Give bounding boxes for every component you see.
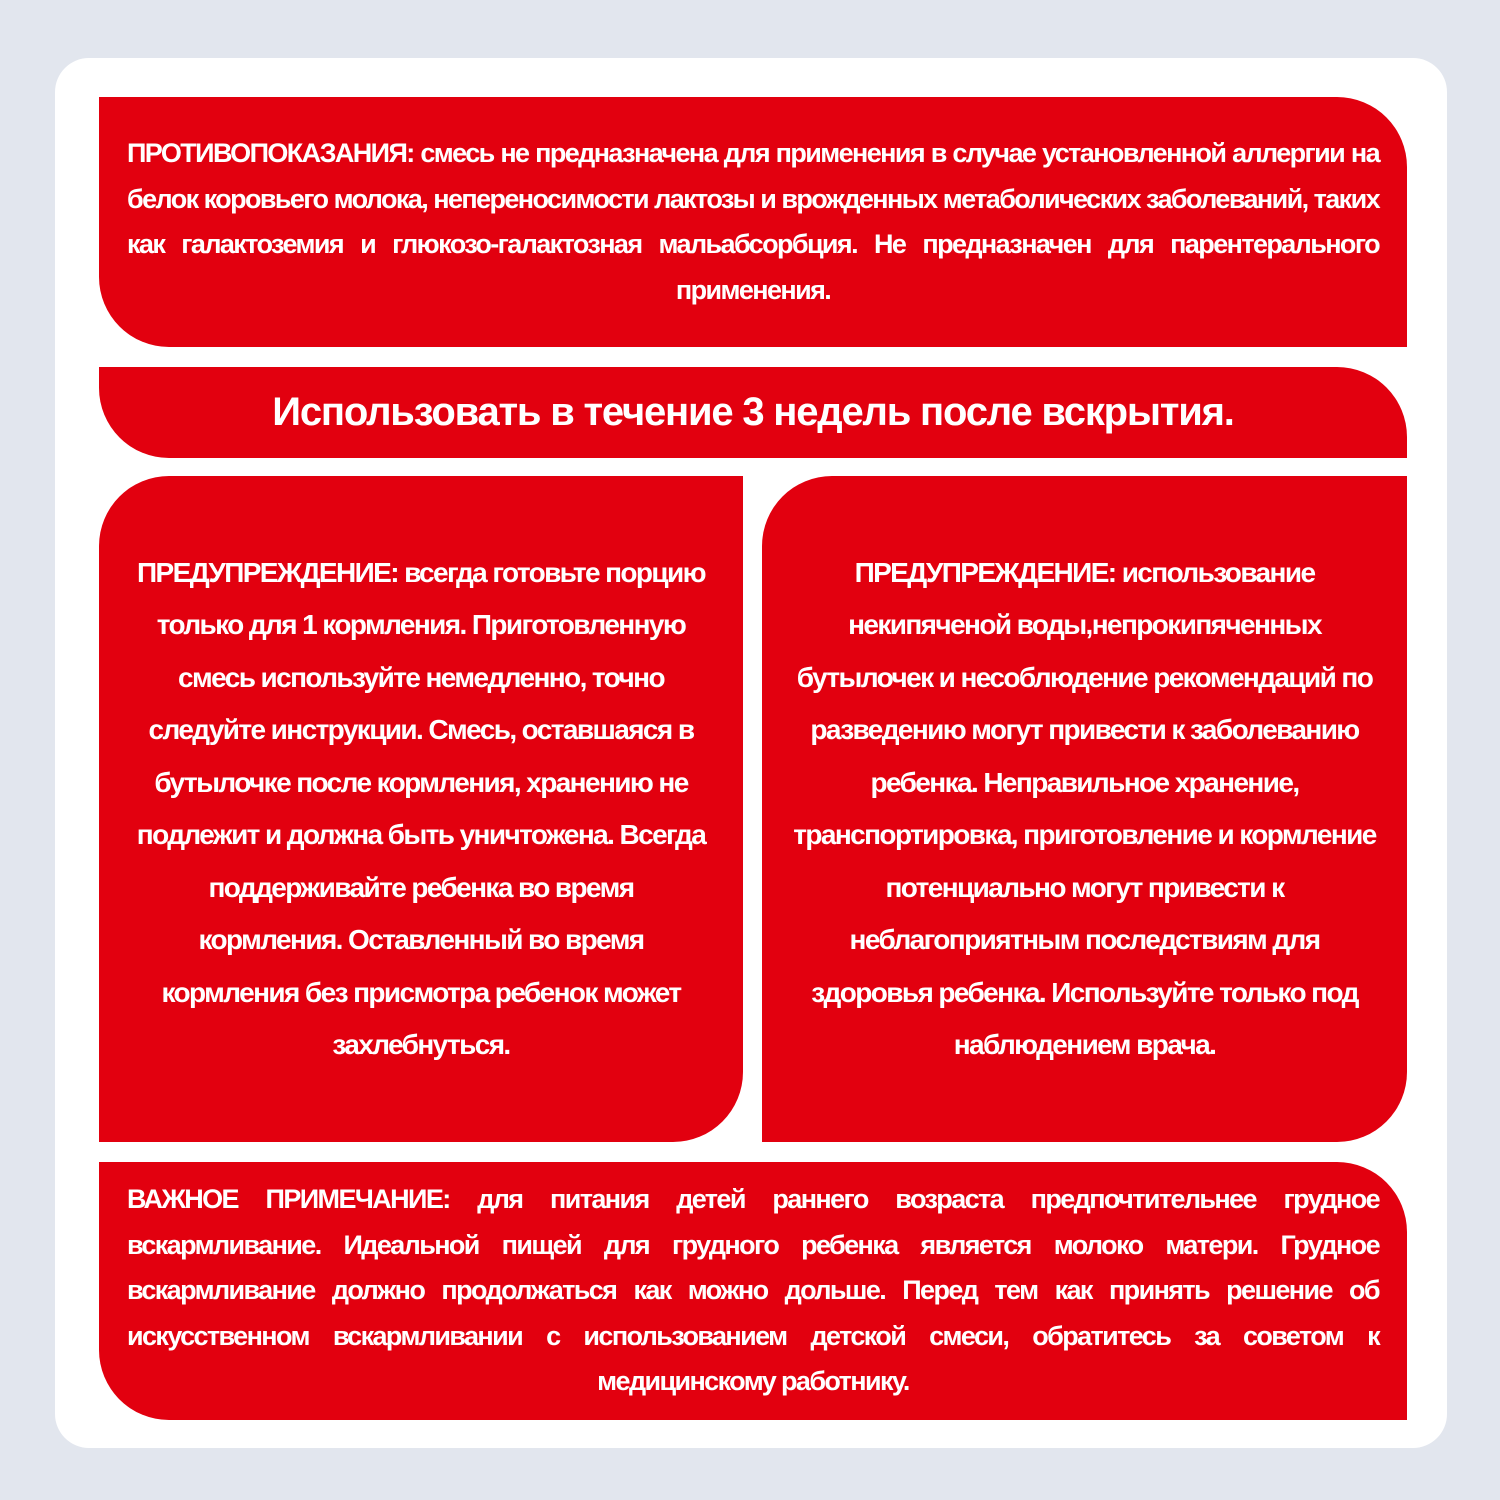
important-note-label: ВАЖНОЕ ПРИМЕЧАНИЕ: bbox=[127, 1184, 450, 1215]
warning-right-paragraph bbox=[792, 547, 1377, 1072]
important-note-panel bbox=[99, 1162, 1407, 1420]
warning-left-panel bbox=[99, 476, 743, 1142]
contraindications-paragraph bbox=[127, 131, 1379, 313]
warning-left-text: всегда готовьте порцию только для 1 кормления. Приготовленную смесь используйте немедленно, точно следуйте инструкции. Смесь, оставшаяся в бутылочке после кормления, хранению не подлежит и должна быть уничтожена. Всегда поддерживайте ребенка во время кормления. Оставленный во время кормления без присмотра ребенок может захлебнуться. bbox=[136, 556, 706, 1060]
important-note-paragraph bbox=[127, 1177, 1379, 1405]
warning-right-panel bbox=[762, 476, 1407, 1142]
contraindications-panel bbox=[99, 97, 1407, 347]
important-note-text: для питания детей раннего возраста предпочтительнее грудное вскармливание. Идеальной пищей для грудного ребенка является молоко матери. Грудное вскармливание должно продолжаться как можно дольше. Перед тем как принять решение об искусственном вскармливании с использованием детской смеси, обратитесь за советом к медицинскому работнику. bbox=[127, 1184, 1380, 1397]
usage-period-banner bbox=[99, 367, 1407, 458]
warning-left-paragraph bbox=[135, 547, 707, 1072]
warning-right-label: ПРЕДУПРЕЖДЕНИЕ: bbox=[854, 556, 1116, 588]
warning-right-text: использование некипяченой воды,непрокипяченных бутылочек и несоблюдение рекомендаций по разведению могут привести к заболеванию ребенка. Неправильное хранение, транспортировка, приготовление и кормление потенциально могут привести к неблагоприятным последствиям для здоровья ребенка. Используйте только под наблюдением врача. bbox=[793, 556, 1376, 1060]
contraindications-label: ПРОТИВОПОКАЗАНИЯ: bbox=[127, 138, 414, 168]
contraindications-text: смесь не предназначена для применения в случае установленной аллергии на белок коровьего молока, непереносимости лактозы и врожденных метаболических заболеваний, таких как галактоземия и глюкозо-галактозная мальабсорбция. Не предназначен для парентерального применения. bbox=[127, 138, 1379, 305]
warning-left-label: ПРЕДУПРЕЖДЕНИЕ: bbox=[137, 556, 398, 588]
usage-period-text: Использовать в течение 3 недель после вскрытия. bbox=[272, 390, 1234, 434]
